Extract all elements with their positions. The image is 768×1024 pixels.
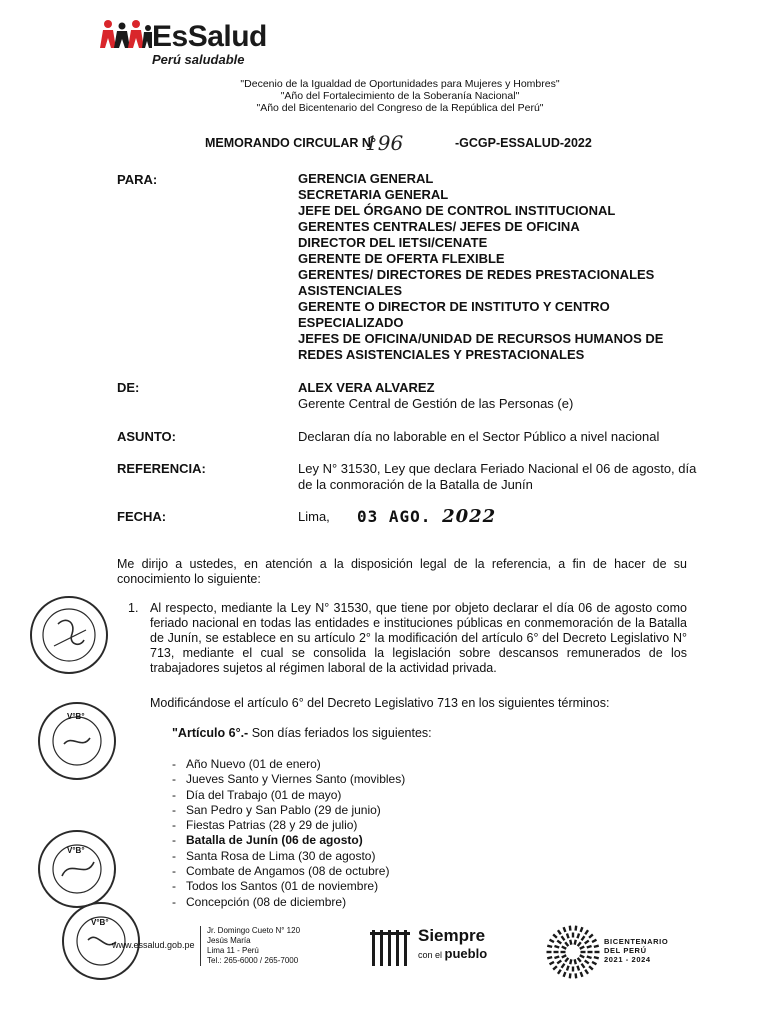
burst-ray [561, 936, 566, 941]
decenio-line-2: "Año del Fortalecimiento de la Soberanía Nacional" [280, 90, 520, 102]
para-recipient-line: DIRECTOR DEL IETSI/CENATE [298, 235, 488, 250]
holiday-item: - Batalla de Junín (06 de agosto) [172, 833, 363, 848]
para-recipient-line: GERENTES CENTRALES/ JEFES DE OFICINA [298, 219, 580, 234]
holiday-list [172, 757, 405, 910]
holiday-item: - Jueves Santo y Viernes Santo (movibles) [172, 772, 406, 787]
para-recipient-line: GERENTE DE OFERTA FLEXIBLE [298, 251, 505, 266]
burst-ray [554, 955, 559, 959]
burst-ray [586, 955, 591, 959]
burst-ray [581, 951, 586, 953]
brand-name: EsSalud [152, 20, 267, 53]
asunto-text: Declaran día no laborable en el Sector Público a nivel nacional [298, 429, 660, 444]
bicentenario-text [604, 937, 668, 964]
burst-ray [552, 934, 557, 939]
burst-ray [552, 965, 557, 970]
siempre-bars-icon [370, 928, 414, 968]
burst-ray [584, 969, 589, 974]
sender-role: Gerente Central de Gestión de las Personas (e) [298, 396, 574, 411]
referencia-line-2: de la conmoración de la Batalla de Junín [298, 477, 533, 492]
sender-name: ALEX VERA ALVAREZ [298, 380, 435, 395]
burst-ray [574, 973, 577, 978]
burst-ray [584, 960, 589, 965]
burst-ray [557, 969, 562, 974]
burst-ray [557, 940, 562, 945]
date-stamp [357, 506, 496, 527]
para-recipient-line: JEFES DE OFICINA/UNIDAD DE RECURSOS HUMANOS DE [298, 331, 664, 346]
brand-tagline: Perú saludable [152, 52, 245, 67]
item-number: 1. [128, 601, 139, 615]
para-recipient-line: JEFE DEL ÓRGANO DE CONTROL INSTITUCIONAL [298, 203, 616, 218]
burst-ray [580, 972, 584, 978]
burst-ray [594, 944, 599, 948]
modification-paragraph: Modificándose el artículo 6° del Decreto Legislativo 713 en los siguientes términos: [150, 696, 610, 710]
burst-ray [562, 972, 566, 978]
referencia-label: REFERENCIA: [117, 461, 206, 476]
burst-ray [569, 940, 572, 945]
date-stamp-year: 2022 [442, 506, 497, 527]
burst-ray [588, 965, 593, 970]
para-recipient-line: GERENTES/ DIRECTORES DE REDES PRESTACIONALES [298, 267, 655, 282]
burst-ray [562, 927, 566, 933]
memo-code: -GCGP-ESSALUD-2022 [455, 136, 592, 150]
memo-title: MEMORANDO CIRCULAR N° [205, 136, 376, 150]
burst-ray [576, 933, 580, 938]
burst-ray [588, 951, 593, 953]
holiday-item: - Año Nuevo (01 de enero) [172, 757, 321, 771]
para-recipients [298, 171, 663, 363]
fecha-city: Lima, [298, 509, 330, 524]
para-recipient-line: ESPECIALIZADO [298, 315, 404, 330]
burst-ray [591, 939, 597, 943]
asunto-label: ASUNTO: [117, 429, 176, 444]
burst-ray [572, 967, 574, 972]
burst-ray [576, 965, 580, 970]
burst-ray [561, 951, 566, 953]
burst-ray [561, 945, 567, 949]
burst-ray [584, 940, 589, 945]
item-paragraph: Al respecto, mediante la Ley N° 31530, que tiene por objeto declarar el día 06 de agosto como feriado nacional en todas las entidades e instituciones públicas en conmemoración de la Batalla de Junín, se establece en su artículo 2° la modificación del artículo 6° del Decreto Legislativo N° 713, mediante el cual se consolida la legislación sobre descansos remunerados de los trabajadores sujetos al régimen laboral de la actividad privada. [150, 601, 687, 675]
bicentenario-burst-icon [546, 925, 600, 979]
article-heading [172, 726, 432, 740]
burst-ray [594, 956, 599, 960]
de-label: DE: [117, 380, 140, 395]
holiday-item: - Todos los Santos (01 de noviembre) [172, 879, 379, 894]
burst-ray [586, 945, 591, 949]
para-recipient-line: GERENTE O DIRECTOR DE INSTITUTO Y CENTRO [298, 299, 610, 314]
siempre-subtitle [418, 946, 487, 961]
siempre-con-el: con el [418, 950, 443, 960]
burst-ray [569, 926, 572, 931]
burst-ray [577, 957, 582, 962]
footer-address-line: Jr. Domingo Cueto N° 120 [207, 926, 301, 935]
seal-vb-label-3: V°B° [91, 918, 109, 927]
burst-ray [579, 954, 585, 958]
seal-stamp-1-icon [28, 594, 110, 681]
burst-ray [547, 951, 552, 953]
burst-ray [595, 951, 600, 953]
siempre-title: Siempre [418, 926, 486, 945]
date-stamp-day-month: 03 AGO. [357, 507, 432, 526]
holiday-item: - Día del Trabajo (01 de mayo) [172, 787, 342, 802]
seal-vb-label-2: V°B° [67, 846, 85, 855]
burst-ray [569, 959, 572, 964]
burst-ray [580, 927, 584, 933]
burst-ray [588, 934, 593, 939]
memo-number-handwritten: 196 [365, 131, 404, 155]
holiday-item: - Concepción (08 de diciembre) [172, 894, 347, 909]
essalud-logo-figures-icon [100, 18, 152, 52]
burst-ray [573, 959, 576, 964]
burst-ray [561, 963, 566, 968]
burst-ray [574, 926, 577, 931]
burst-ray [557, 930, 562, 935]
para-recipient-line: GERENCIA GENERAL [298, 171, 434, 186]
footer-website: www.essalud.gob.pe [112, 940, 195, 950]
burst-ray [554, 951, 559, 953]
bicentenario-logo [546, 925, 669, 984]
intro-paragraph: Me dirijo a ustedes, en atención a la disposición legal de la referencia, a fin de hacer de su conocimiento lo siguiente: [117, 557, 687, 586]
burst-ray [581, 963, 586, 968]
article-text: Son días feriados los siguientes: [248, 726, 432, 740]
burst-ray [549, 961, 555, 965]
referencia-line-1: Ley N° 31530, Ley que declara Feriado Nacional el 06 de agosto, día [298, 461, 697, 476]
burst-ray [561, 954, 567, 958]
para-recipient-line: ASISTENCIALES [298, 283, 403, 298]
siempre-con-el-pueblo-logo [370, 926, 488, 973]
siempre-pueblo: pueblo [444, 946, 488, 961]
seal-vb-label-1: V°B° [67, 712, 85, 721]
article-number: "Artículo 6°.- [172, 726, 249, 740]
burst-ray [547, 956, 552, 960]
burst-ray [547, 944, 552, 948]
holiday-item: - Santa Rosa de Lima (30 de agosto) [172, 848, 376, 863]
burst-ray [554, 945, 559, 949]
burst-ray [566, 965, 570, 970]
footer-address-line: Jesús María [207, 936, 251, 945]
burst-ray [591, 961, 597, 965]
burst-ray [579, 945, 585, 949]
footer-address-line: Lima 11 - Perú [207, 946, 259, 955]
bicentenario-line: 2021 - 2024 [604, 955, 651, 964]
burst-ray [573, 940, 576, 945]
footer-address [200, 926, 300, 966]
para-label: PARA: [117, 172, 158, 187]
burst-ray [569, 973, 572, 978]
para-recipient-line: REDES ASISTENCIALES Y PRESTACIONALES [298, 347, 585, 362]
burst-ray [557, 960, 562, 965]
decenio-line-1: "Decenio de la Igualdad de Oportunidades para Mujeres y Hombres" [240, 78, 560, 90]
burst-ray [581, 936, 586, 941]
fecha-label: FECHA: [117, 509, 167, 524]
bicentenario-line: BICENTENARIO [604, 937, 669, 946]
burst-ray [584, 930, 589, 935]
bicentenario-line: DEL PERÚ [604, 946, 647, 955]
holiday-item: - San Pedro y San Pablo (29 de junio) [172, 802, 381, 817]
holiday-item: - Combate de Angamos (08 de octubre) [172, 864, 390, 879]
burst-ray [549, 939, 555, 943]
holiday-item: - Fiestas Patrias (28 y 29 de julio) [172, 818, 358, 833]
burst-ray [572, 933, 574, 938]
burst-ray [577, 941, 582, 946]
decenio-line-3: "Año del Bicentenario del Congreso de la República del Perú" [256, 102, 544, 114]
para-recipient-line: SECRETARIA GENERAL [298, 187, 449, 202]
footer-address-line: Tel.: 265-6000 / 265-7000 [207, 956, 299, 965]
burst-ray [564, 957, 569, 962]
burst-ray [564, 941, 569, 946]
burst-ray [566, 933, 570, 938]
